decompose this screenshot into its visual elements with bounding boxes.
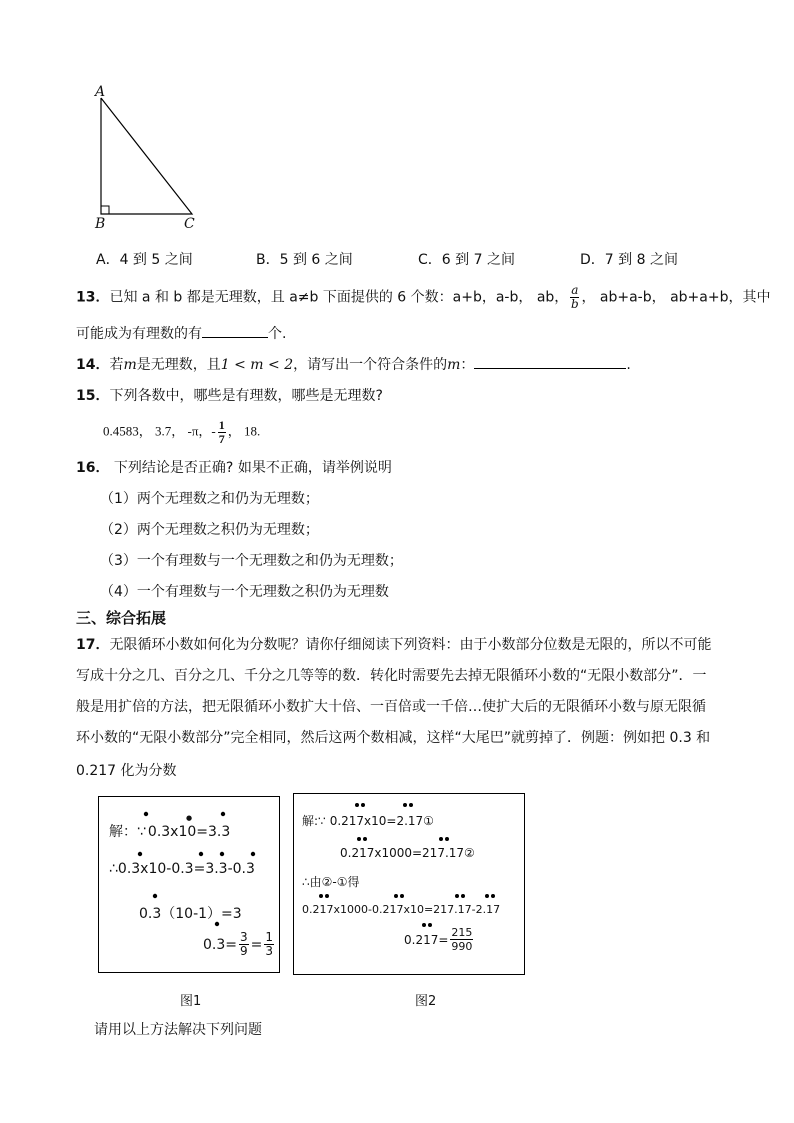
q13-line2-after: 个.	[268, 326, 287, 342]
fig1-frac2-den: 3	[265, 944, 274, 958]
fig1-line3: 0.3（10-1）=3	[139, 906, 242, 922]
q15-neg-sign: -	[211, 423, 216, 439]
question-number: 16．	[76, 460, 110, 476]
fig1-frac2-num: 1	[265, 930, 274, 944]
q14-var-m: m	[123, 357, 137, 373]
q14-text: ：	[460, 357, 475, 373]
fig1-repeating-dots	[98, 796, 278, 971]
q14-text: 若	[109, 357, 124, 373]
section-heading: 三、综合拓展	[76, 609, 167, 627]
triangle-label-c: C	[184, 216, 195, 232]
q13-frac-num: a	[571, 283, 579, 297]
q15-num-list: 0.4583， 3.7， -π，	[103, 423, 212, 439]
q14-text: ，请写出一个符合条件的	[293, 357, 448, 373]
question-17-line4: 环小数的“无限小数部分”完全相同，然后这两个数相减，这样“大尾巴”就剪掉了．例题：例如把 0.3 和	[76, 730, 711, 746]
q17-text: 无限循环小数如何化为分数呢？请你仔细阅读下列资料：由于小数部分位数是无限的，所以不可能	[109, 637, 712, 653]
q13-text-part1: 已知 a 和 b 都是无理数，且 a≠b 下面提供的 6 个数：a+b，a-b， ab，	[109, 289, 569, 306]
fig2-frac-den: 990	[451, 940, 473, 953]
q15-fraction	[218, 419, 226, 446]
fig2-repeating-dots	[293, 793, 523, 973]
q15-text: 下列各数中，哪些是有理数，哪些是无理数?	[109, 388, 383, 404]
answer-blank[interactable]	[202, 323, 268, 338]
fig2-prefix: 解:∵	[302, 814, 326, 828]
fig2-lhs: 0.217=	[404, 932, 449, 947]
question-13-line1	[76, 284, 770, 311]
q15-numbers	[103, 419, 260, 446]
q14-end: .	[626, 357, 631, 373]
q16-item-2: （2）两个无理数之积仍为无理数；	[100, 522, 319, 538]
question-number: 14．	[76, 357, 110, 373]
fig1-eq: =	[250, 936, 263, 953]
triangle-label-b: B	[95, 216, 106, 232]
triangle-label-a: A	[95, 84, 106, 100]
q15-frac-num: 1	[218, 418, 225, 432]
q13-fraction	[570, 284, 579, 311]
q12-option-d: D．7 到 8 之间	[580, 252, 678, 268]
right-triangle-figure	[88, 84, 208, 234]
q13-line2-before: 可能成为有理数的有	[76, 326, 202, 342]
fig2-expr1: 0.217x10=2.17①	[329, 814, 434, 828]
question-13-line2	[76, 323, 286, 343]
fig2-line2: 0.217x1000=217.17②	[340, 846, 475, 860]
q16-item-4: （4）一个有理数与一个无理数之积仍为无理数	[100, 584, 389, 600]
q14-condition: 1 < m < 2	[220, 357, 294, 373]
q13-text-part2: ， ab+a-b， ab+a+b，其中	[581, 289, 771, 306]
question-17-line1	[76, 634, 711, 654]
q14-var-m: m	[447, 357, 461, 373]
q13-frac-den: b	[571, 297, 579, 311]
question-number: 13．	[76, 289, 110, 306]
question-number: 17．	[76, 637, 110, 653]
fig2-line4: 0.217x1000-0.217x10=217.17-2.17	[302, 903, 501, 916]
figure-2-caption: 图2	[415, 994, 437, 1009]
question-17-line2: 写成十分之几、百分之几、千分之几等等的数．转化时需要先去掉无限循环小数的“无限小数部分”．一	[76, 668, 707, 684]
question-number: 15．	[76, 388, 110, 404]
q16-item-1: （1）两个无理数之和仍为无理数；	[100, 491, 319, 507]
fig2-line3: ∴由②-①得	[302, 875, 360, 889]
q12-option-a: A．4 到 5 之间	[96, 252, 193, 268]
question-16	[76, 457, 392, 477]
q12-option-b: B．5 到 6 之间	[256, 252, 353, 268]
fig1-line2: ∴0.3x10-0.3=3.3-0.3	[109, 861, 255, 877]
question-14	[76, 354, 631, 374]
fig1-frac1-num: 3	[240, 930, 248, 944]
figure-1-caption: 图1	[180, 994, 202, 1009]
q15-frac-den: 7	[218, 432, 225, 446]
question-17-line5: 0.217 化为分数	[76, 763, 177, 779]
fig1-lhs: 0.3=	[203, 936, 237, 953]
q16-text: 下列结论是否正确? 如果不正确，请举例说明	[109, 460, 392, 476]
question-15	[76, 385, 383, 405]
fig1-expr: ● 0.3x10=3.3	[148, 824, 230, 840]
q14-text: 是无理数，且	[136, 357, 221, 373]
q16-item-3: （3）一个有理数与一个无理数之和仍为无理数；	[100, 553, 403, 569]
question-17-line3: 般是用扩倍的方法，把无限循环小数扩大十倍、一百倍或一千倍…使扩大后的无限循环小数与原无限循	[76, 699, 706, 715]
answer-blank[interactable]	[474, 354, 626, 369]
q15-num-tail: ， 18.	[227, 423, 261, 439]
closing-instruction: 请用以上方法解决下列问题	[94, 1022, 262, 1038]
fig1-prefix: 解：∵	[109, 824, 146, 840]
fig2-frac-num: 215	[451, 926, 473, 939]
fig1-frac1-den: 9	[240, 944, 248, 958]
q12-option-c: C．6 到 7 之间	[418, 252, 515, 268]
